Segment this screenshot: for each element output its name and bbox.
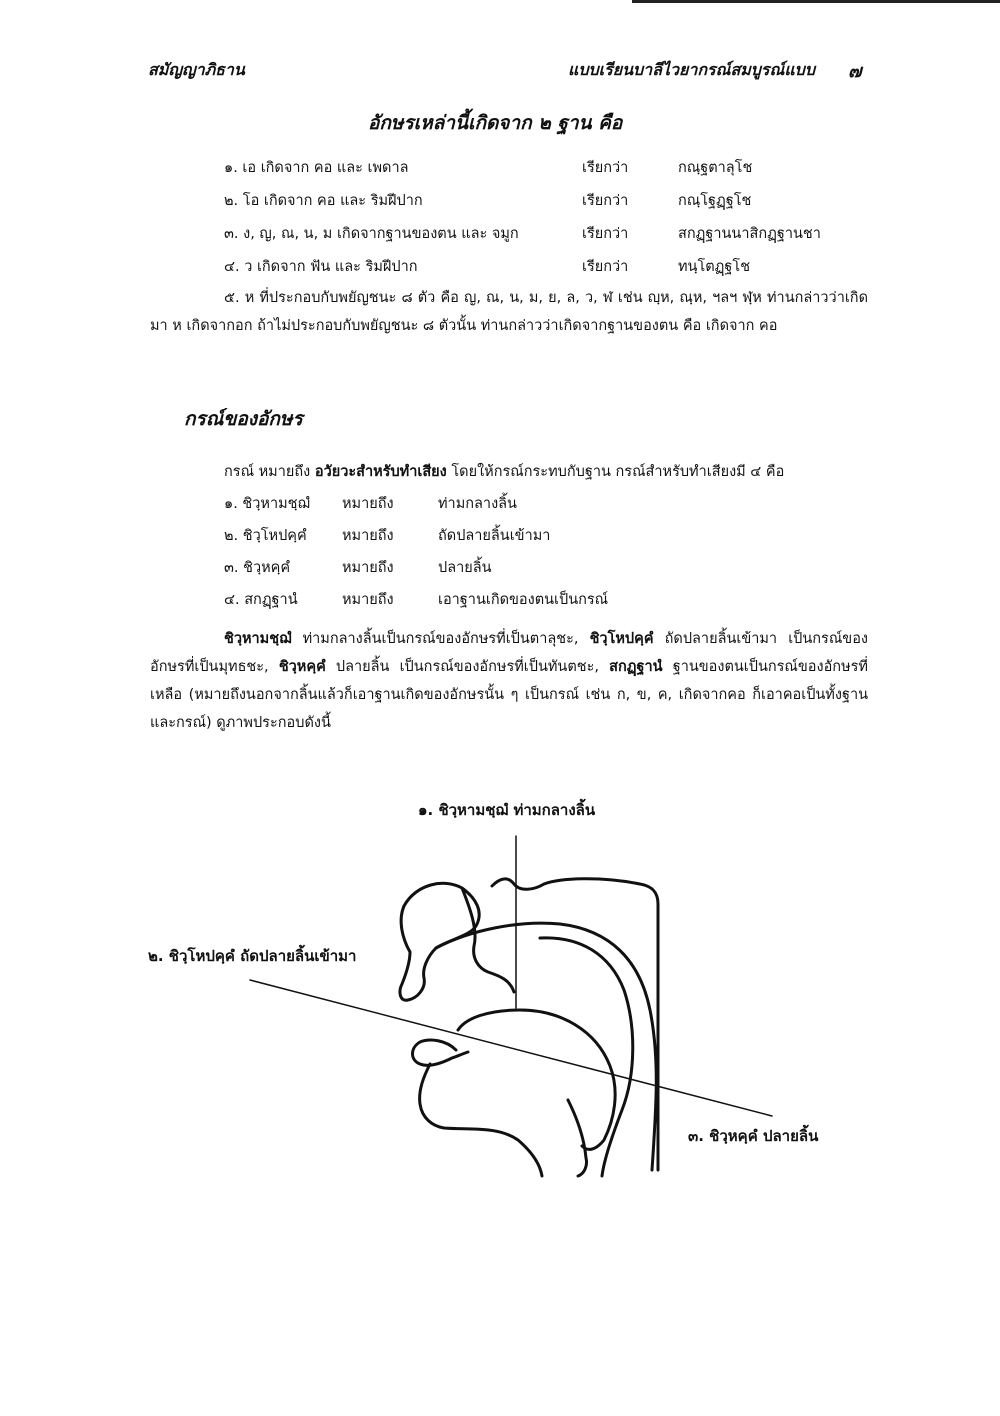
figure-label-2: ๒. ชิวฺโหปคฺคํ ถัดปลายลิ้นเข้ามา xyxy=(148,947,357,965)
origin-called: เรียกว่า xyxy=(582,193,629,209)
origin-note-paragraph: ๕. ห ที่ประกอบกับพยัญชนะ ๘ ตัว คือ ญ, ณ, น, ม, ย, ล, ว, ฬ เช่น ญฺห, ณฺห, ฯลฯ ฬฺห ท่านกล่าวว่าเกิดมา ห เกิดจากอก ถ้าไม่ประกอบกับพยัญชนะ ๘ ตัวนั้น ท่านกล่าวว่าเกิดจากฐานของตน คือ เกิดจาก คอ xyxy=(150,290,868,334)
origins-title: อักษรเหล่านี้เกิดจาก ๒ ฐาน คือ xyxy=(368,112,623,134)
karana-means: หมายถึง xyxy=(342,528,394,544)
karana-term: ๓. ชิวฺหคฺคํ xyxy=(224,560,291,576)
running-header-right: แบบเรียนบาลีไวยากรณ์สมบูรณ์แบบ xyxy=(568,60,815,79)
intro-text: กรณ์ หมายถึง xyxy=(224,464,315,480)
para-text: ถัดปลายลิ้นเข้ามา เป็นกรณ์ของอักษรที่เป็นมุทธชะ, xyxy=(150,631,868,675)
origin-letters: ๓. ง, ญ, ณ, น, ม เกิดจากฐานของตน และ จมูก xyxy=(224,226,519,242)
origin-called: เรียกว่า xyxy=(582,259,629,275)
pharynx-inner xyxy=(540,938,633,1176)
karana-means: หมายถึง xyxy=(342,560,394,576)
pointer-line-2-3 xyxy=(250,980,772,1116)
origin-name: สกฏฺฐานนาสิกฏฺฐานชา xyxy=(678,226,821,242)
karana-desc: ถัดปลายลิ้นเข้ามา xyxy=(438,528,551,544)
term-bold: ชิวฺหามชฺฌํ xyxy=(224,631,292,647)
origin-letters: ๔. ว เกิดจาก ฟัน และ ริมฝีปาก xyxy=(224,259,418,275)
upper-lip xyxy=(462,888,514,992)
origin-name: ทนฺโตฏฺฐโช xyxy=(678,259,751,275)
epiglottis xyxy=(568,1100,587,1176)
intro-text: โดยให้กรณ์กระทบกับฐาน กรณ์สำหรับทำเสียงมี ๔ คือ xyxy=(446,464,785,480)
karana-means: หมายถึง xyxy=(342,592,394,608)
origin-letters: ๒. โอ เกิดจาก คอ และ ริมฝีปาก xyxy=(224,193,423,209)
origin-called: เรียกว่า xyxy=(582,226,629,242)
page-number: ๗ xyxy=(848,61,862,82)
running-header-left: สมัญญาภิธาน xyxy=(148,60,245,79)
para-text: ฐานของตนเป็นกรณ์ของอักษรที่เหลือ (หมายถึงนอกจากลิ้นแล้วก็เอาฐานเกิดของอักษรนั้น ๆ เป็นกรณ์ เช่น ก, ข, ค, เกิดจากคอ ก็เอาคอเป็นทั้งฐานและกรณ์) ดูภาพประกอบดังนี้ xyxy=(150,659,868,731)
karana-term: ๒. ชิวฺโหปคฺคํ xyxy=(224,528,307,544)
karana-desc: ท่ามกลางลิ้น xyxy=(438,496,517,512)
intro-bold-term: อวัยวะสำหรับทำเสียง xyxy=(314,464,447,480)
karana-term: ๔. สกฏฺฐานํ xyxy=(224,592,298,608)
para-text: ท่ามกลางลิ้นเป็นกรณ์ของอักษรที่เป็นตาลุชะ, xyxy=(291,631,590,647)
karana-desc: ปลายลิ้น xyxy=(438,560,492,576)
karana-means: หมายถึง xyxy=(342,496,394,512)
term-bold: ชิวฺหคฺคํ xyxy=(278,659,326,675)
term-bold: สกฏฺฐานํ xyxy=(609,659,663,675)
figure-label-3: ๓. ชิวฺหคฺคํ ปลายลิ้น xyxy=(688,1127,819,1145)
origin-name: กณฺโฐฏฺฐโช xyxy=(678,193,752,209)
para-text: ปลายลิ้น เป็นกรณ์ของอักษรที่เป็นทันตชะ, xyxy=(325,659,610,675)
nasal-bridge xyxy=(401,906,410,952)
figure-label-1: ๑. ชิวฺหามชฺฌํ ท่ามกลางลิ้น xyxy=(418,801,596,819)
term-bold: ชิวฺโหปคฺคํ xyxy=(589,631,654,647)
origin-name: กณฺฐตาลุโช xyxy=(678,160,753,176)
lower-jaw xyxy=(420,1064,542,1176)
lips xyxy=(413,1040,469,1065)
section-heading: กรณ์ของอักษร xyxy=(184,408,303,430)
upper-palate xyxy=(436,923,656,1170)
karana-term: ๑. ชิวฺหามชฺฌํ xyxy=(224,496,310,512)
karana-desc: เอาฐานเกิดของตนเป็นกรณ์ xyxy=(438,592,609,608)
origin-called: เรียกว่า xyxy=(582,160,629,176)
origin-letters: ๑. เอ เกิดจาก คอ และ เพดาล xyxy=(224,160,409,176)
